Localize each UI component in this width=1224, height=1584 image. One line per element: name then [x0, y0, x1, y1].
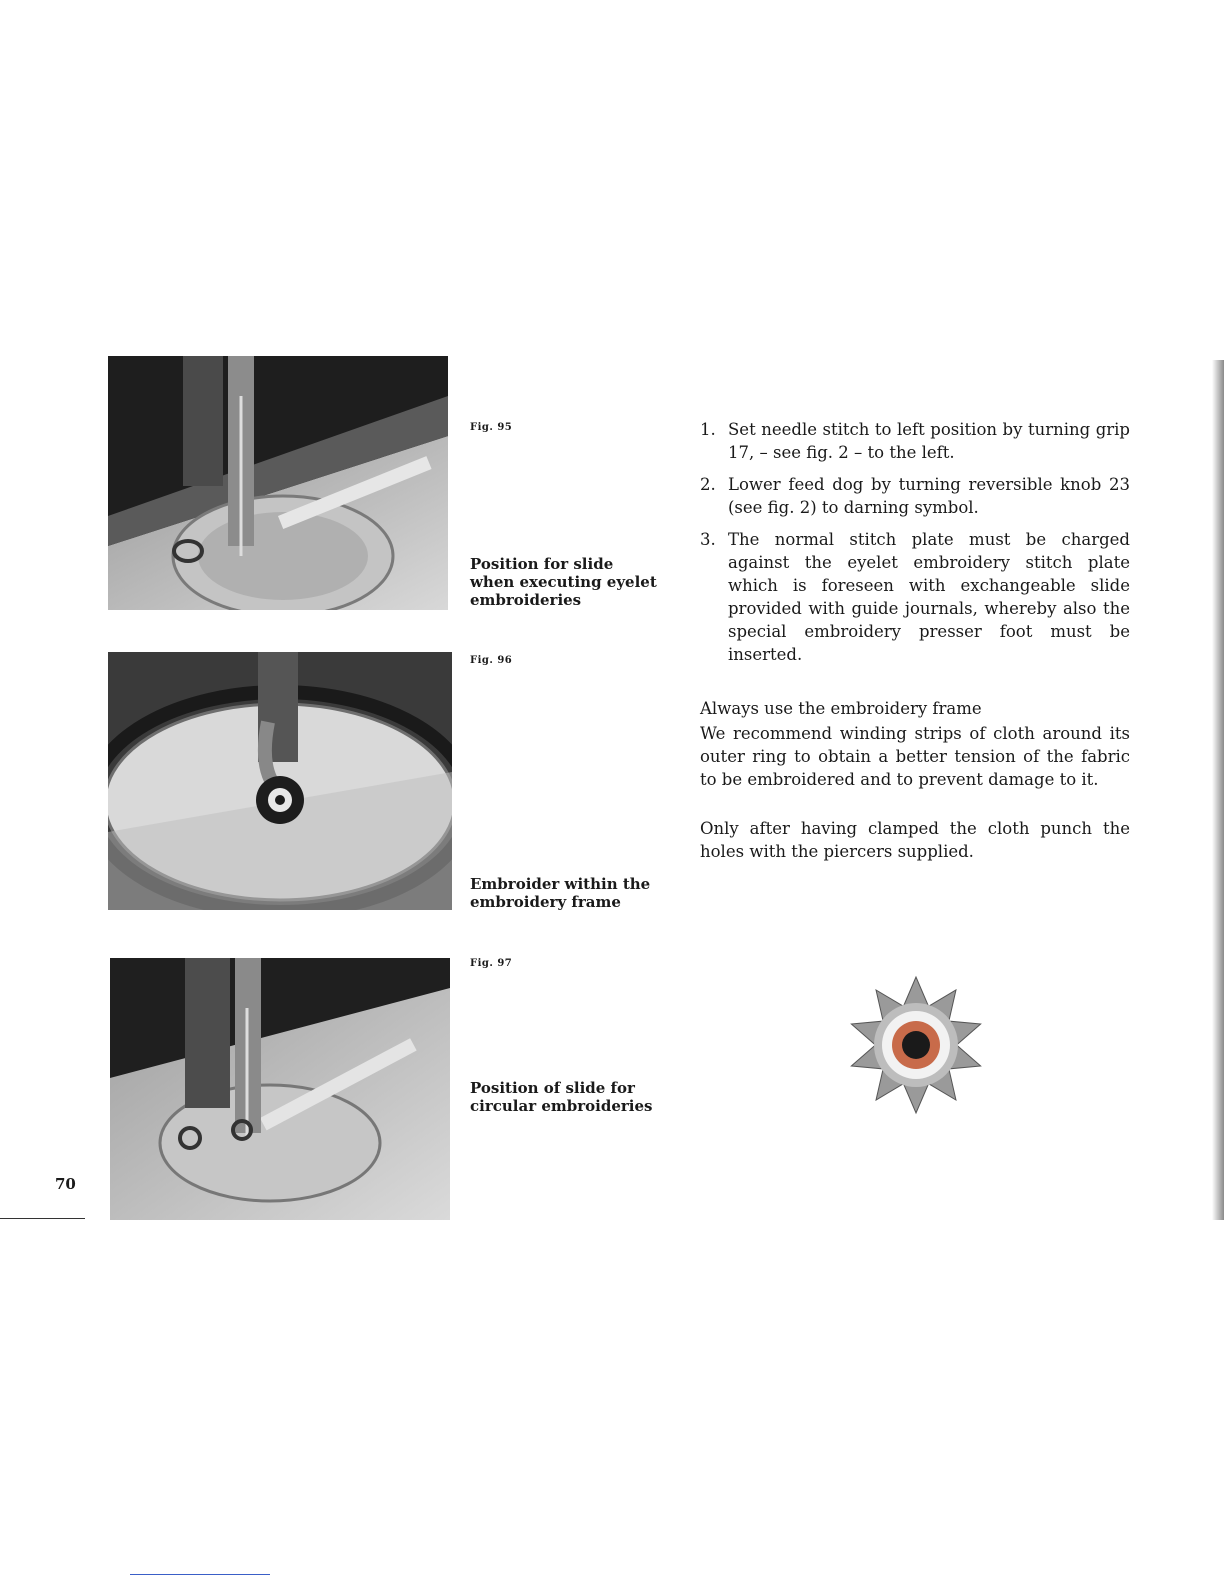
instruction-step: [700, 528, 1130, 666]
frame-note-heading: Always use the embroidery frame: [700, 699, 982, 718]
step-number: 3.: [700, 530, 716, 549]
eyelet-embroidery-illustration: [846, 975, 986, 1115]
fig-96-photo: [108, 652, 452, 910]
fig-96-label: Fig. 96: [470, 655, 513, 666]
bottom-rule: [130, 1574, 270, 1575]
fig-95-caption: Position for slide when executing eyelet embroideries: [470, 555, 657, 609]
step-number: 2.: [700, 475, 716, 494]
embroidery-frame-icon: [108, 652, 452, 910]
fig-97-caption: Position of slide for circular embroideries: [470, 1079, 653, 1115]
sewing-foot-slide-icon: [108, 356, 448, 610]
eyelet-embroidery-icon: [846, 975, 986, 1115]
instruction-steps: [700, 418, 1130, 675]
fig-97-photo: [110, 958, 450, 1220]
circular-slide-icon: [110, 958, 450, 1220]
fig-95-label: Fig. 95: [470, 422, 513, 433]
fig-96-caption: Embroider within the embroidery frame: [470, 875, 651, 911]
step-number: 1.: [700, 420, 716, 439]
step-text: Lower feed dog by turning reversible knob 23 (see fig. 2) to darning symbol.: [728, 475, 1130, 517]
frame-note-final: Only after having clamped the cloth punch the holes with the piercers supplied.: [700, 819, 1130, 861]
instruction-step: [700, 473, 1130, 519]
step-text: Set needle stitch to left position by turning grip 17, – see fig. 2 – to the left.: [728, 420, 1130, 462]
instruction-step: [700, 418, 1130, 464]
page-edge-shadow: [1212, 360, 1224, 1220]
fig-95-photo: [108, 356, 448, 610]
step-text: The normal stitch plate must be charged against the eyelet embroidery stitch plate which is foreseen with exchangeable slide provided with guide journals, whereby also the special embroidery presser foot must be inserted.: [728, 530, 1130, 664]
footer-rule: [0, 1218, 85, 1219]
page-number: 70: [55, 1175, 76, 1193]
fig-97-label: Fig. 97: [470, 958, 513, 969]
frame-note-body: We recommend winding strips of cloth around its outer ring to obtain a better tension of the fabric to be embroidered and to prevent damage to it.: [700, 724, 1130, 789]
